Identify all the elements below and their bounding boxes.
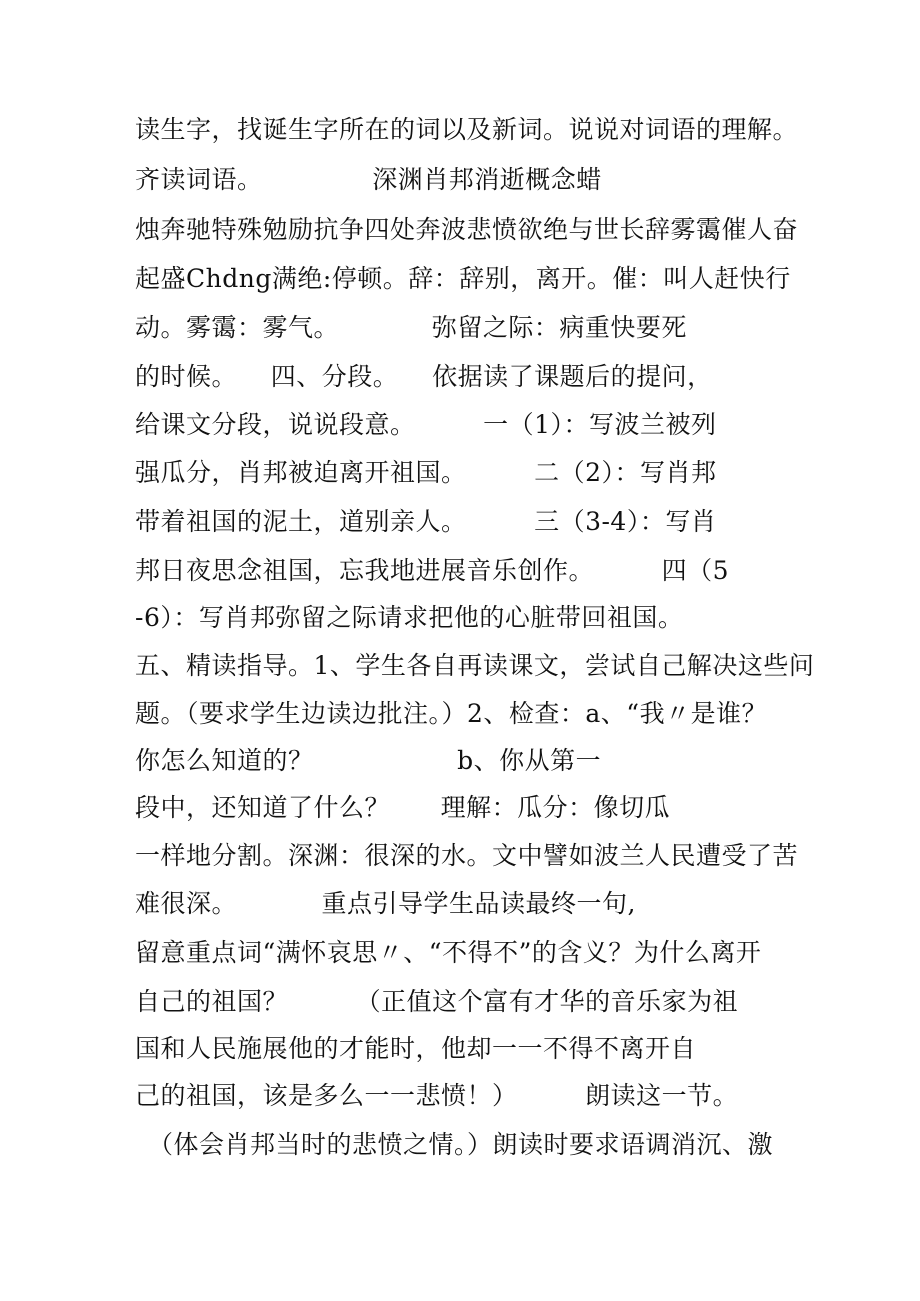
text-line: （体会肖邦当时的悲愤之情。）朗读时要求语调消沉、激: [148, 1130, 774, 1159]
text-line: 自己的祖国？ （正值这个富有才华的音乐家为祖: [135, 987, 739, 1016]
text-line: 五、精读指导。1、学生各自再读课文，尝试自己解决这些问: [135, 651, 815, 680]
text-line: 强瓜分，肖邦被迫离开祖国。 二（2）：写肖邦: [135, 458, 717, 487]
text-line: 烛奔驰特殊勉励抗争四处奔波悲愤欲绝与世长辞雾霭催人奋: [135, 215, 799, 244]
text-line: 题。（要求学生边读边批注。）2、检查：a、“我〃是谁？: [135, 699, 768, 728]
text-line: 难很深。 重点引导学生品读最终一句,: [135, 889, 636, 918]
text-line: 读生字，找诞生字所在的词以及新词。说说对词语的理解。: [135, 115, 799, 144]
text-line: 给课文分段，说说段意。 一（1）：写波兰被列: [135, 410, 717, 439]
text-line: 段中，还知道了什么？ 理解：瓜分：像切瓜: [135, 793, 671, 822]
text-line: 一样地分割。深渊：很深的水。文中譬如波兰人民遭受了苦: [135, 841, 799, 870]
text-line: 己的祖国，该是多么一一悲愤！） 朗读这一节。: [135, 1081, 739, 1110]
text-line: 动。雾霭：雾气。 弥留之际：病重快要死: [135, 313, 687, 342]
text-line: 留意重点词“满怀哀思〃、“不得不”的含义？为什么离开: [135, 938, 762, 967]
text-line: 的时候。 四、分段。 依据读了课题后的提问，: [135, 362, 713, 391]
text-line: 国和人民施展他的才能时，他却一一不得不离开自: [135, 1034, 697, 1063]
text-line: 你怎么知道的？ b、你从第一: [135, 746, 602, 775]
text-line: -6）：写肖邦弥留之际请求把他的心脏带回祖国。: [135, 603, 684, 632]
text-line: 带着祖国的泥土，道别亲人。 三（3-4）：写肖: [135, 507, 717, 536]
text-line: 邦日夜思念祖国，忘我地进展音乐创作。 四（5: [135, 556, 729, 585]
text-line: 起盛Chdng满绝:停顿。辞：辞别，离开。催：叫人赶快行: [135, 264, 791, 293]
text-line: 齐读词语。 深渊肖邦消逝概念蜡: [135, 165, 602, 194]
